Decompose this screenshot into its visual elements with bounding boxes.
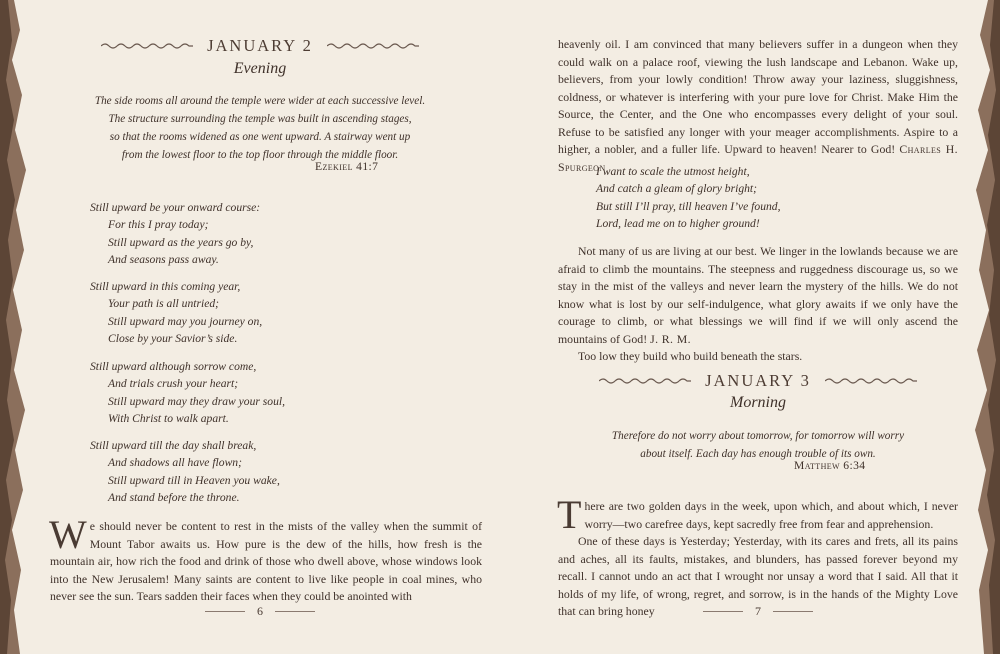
torn-edge-right: [968, 0, 1000, 654]
body-paragraph: We should never be content to rest in the mists of the valley when the summit of Mount Tabor awaits us. How pure is the dew of the hills, how fresh is the mountain air, how rich the food and drink of those who dwell above, whose windows look into the New Jerusalem! Many saints are content to live like people in coal mines, who never see the sun. Tears sadden their faces when they could be anointed with: [49, 512, 482, 603]
epigraph: Therefore do not worry about tomorrow, for tomorrow will worry about itself. Each day has enough trouble of its own.: [611, 430, 905, 460]
poem-stanza-3: Still upward although sorrow come, And trials crush your heart; Still upward may they draw your soul, With Christ to walk apart.: [90, 360, 286, 425]
torn-edge-left: [0, 0, 32, 654]
poem-stanza-4: Still upward till the day shall break, And shadows all have flown; Still upward till in Heaven you wake, And stand before the throne.: [90, 439, 280, 504]
left-page: [40, 0, 480, 654]
scripture-reference: Matthew 6:34: [794, 459, 866, 472]
epigraph: The side rooms all around the temple were wider at each successive level. The structure surrounding the temple was built in ascending stages, so that the rooms widened as one went upward. A stairway went up from the lowest floor to the top floor through the middle floor.: [94, 95, 426, 161]
subtitle-evening: Evening: [233, 60, 287, 77]
page-number: 6: [40, 604, 480, 619]
poem-stanza: I want to scale the utmost height, And catch a gleam of glory bright; But still I’ll pray, till heaven I’ve found, Lord, lead me on to higher ground!: [596, 165, 781, 230]
scripture-reference: Ezekiel 41:7: [315, 160, 379, 173]
wave-ornament-icon: [825, 376, 917, 386]
subtitle-morning: Morning: [730, 394, 786, 411]
date-title: JANUARY 3: [705, 371, 811, 390]
attribution: J. R. M.: [650, 331, 691, 346]
date-heading-january-2: [40, 36, 480, 56]
drop-cap: T: [557, 492, 582, 537]
date-heading-january-3: [558, 371, 958, 391]
poem-stanza-2: Still upward in this coming year, Your path is all untried; Still upward may you journey on, Close by your Savior’s side.: [90, 280, 263, 345]
right-page: [520, 0, 960, 654]
attribution: Charles H. Spurgeon: [558, 142, 958, 174]
body-paragraph: Not many of us are living at our best. We linger in the lowlands because we are afraid to climb the mountains. The steepness and ruggedness discourage us, so we stay in the mist of the valleys and never learn the mystery of the hills. We do not know what is lost by our self-indulgence, what glory awaits if we only have the courage to climb, or what blessings we will find if we will only ascend the mountains of God! J. R. M. Too low they build who build beneath the stars.: [558, 243, 958, 366]
wave-ornament-icon: [101, 41, 193, 51]
body-paragraph-continued: heavenly oil. I am convinced that many believers suffer in a dungeon when they could walk on a palace roof, viewing the lush landscape and Lebanon. Wake up, believers, from your lowly condition! Throw away your laziness, sluggishness, coldness, or whatever is interfering with your pure love for Christ. Make Him the Source, the Center, and the One who encompasses every delight of your soul. Refuse to be satisfied any longer with your meager accomplishments. Aspire to a higher, a nobler, and a fuller life. Upward to heaven! Nearer to God! Charles H. Spurgeon: [558, 37, 958, 174]
page-number: 7: [558, 604, 958, 619]
date-title: JANUARY 2: [207, 36, 313, 55]
body-paragraph: There are two golden days in the week, upon which, and about which, I never worry—two carefree days, kept sacredly free from fear and apprehension. One of these days is Yesterday; Yesterday, with its cares and frets, all its pains and aches, all its faults, mistakes, and blunders, has passed forever beyond my recall. I cannot undo an act that I wrought nor unsay a word that I said. All that it holds of my life, of wrong, regret, and sorrow, is in the hands of the Mighty Love that can bring honey: [557, 492, 958, 618]
wave-ornament-icon: [599, 376, 691, 386]
wave-ornament-icon: [327, 41, 419, 51]
closing-line: Too low they build who build beneath the stars.: [578, 349, 803, 363]
poem-stanza-1: Still upward be your onward course: For this I pray today; Still upward as the years go by, And seasons pass away.: [90, 201, 261, 266]
drop-cap: W: [49, 512, 87, 557]
